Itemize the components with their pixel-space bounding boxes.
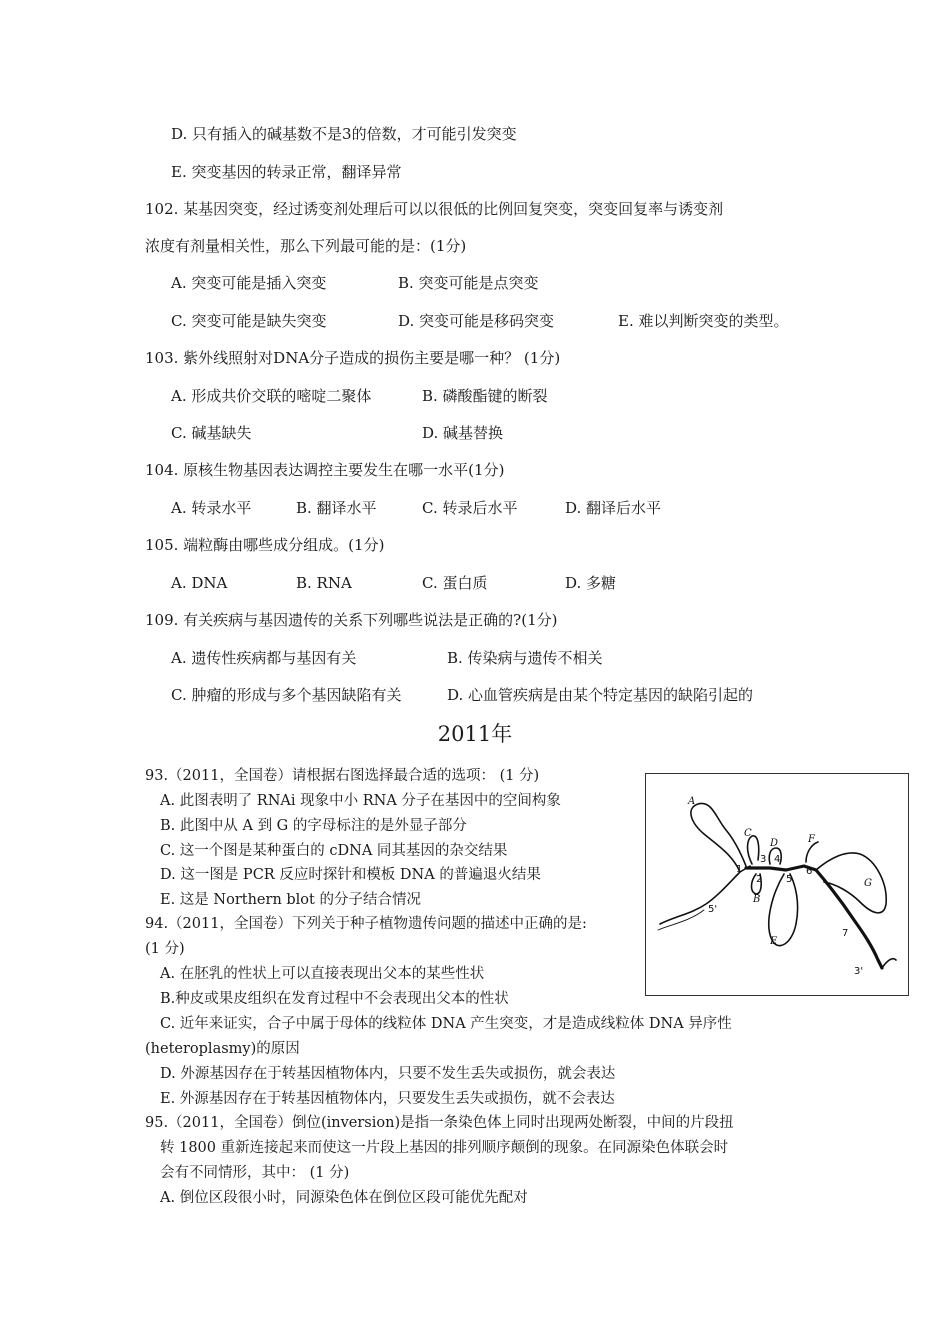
label-loop-b: B xyxy=(753,894,761,905)
q94-option-a: A. 在胚乳的性状上可以直接表现出父本的某些性状 xyxy=(160,966,485,982)
q93-option-d: D. 这一图是 PCR 反应时探针和模板 DNA 的普遍退火结果 xyxy=(160,867,541,883)
q109-option-a: A. 遗传性疾病都与基因有关 xyxy=(171,649,357,667)
year-heading: 2011年 xyxy=(437,722,513,746)
q93-option-b: B. 此图中从 A 到 G 的字母标注的是外显子部分 xyxy=(160,818,467,834)
q95-stem-line2: 转 1800 重新连接起来而使这一片段上基因的排列顺序颠倒的现象。在同源染色体联会时 xyxy=(160,1140,729,1156)
hybrid-backbone xyxy=(746,866,882,968)
label-loop-a: A xyxy=(688,796,696,807)
label-loop-g: G xyxy=(864,878,872,889)
label-seg-4: 4 xyxy=(774,854,781,865)
label-seg-6: 6 xyxy=(806,866,813,877)
q102-option-d: D. 突变可能是移码突变 xyxy=(398,312,555,330)
q103-option-a: A. 形成共价交联的嘧啶二聚体 xyxy=(171,387,372,405)
q95-option-a: A. 倒位区段很小时，同源染色体在倒位区段可能优先配对 xyxy=(160,1190,528,1206)
q94-stem-line1: 94.（2011，全国卷）下列关于种子植物遗传问题的描述中正确的是: xyxy=(145,916,587,932)
q94-option-c-line1: C. 近年来证实，合子中属于母体的线粒体 DNA 产生突变，才是造成线粒体 DNA 异序性 xyxy=(160,1016,732,1032)
q101-option-e: E. 突变基因的转录正常，翻译异常 xyxy=(171,163,402,181)
q102-option-b: B. 突变可能是点突变 xyxy=(398,274,539,292)
q93-option-a: A. 此图表明了 RNAi 现象中小 RNA 分子在基因中的空间构象 xyxy=(160,793,561,809)
q94-option-d: D. 外源基因存在于转基因植物体内，只要不发生丢失或损伤，就会表达 xyxy=(160,1066,616,1082)
loop-e xyxy=(769,874,798,946)
q109-option-d: D. 心血管疾病是由某个特定基因的缺陷引起的 xyxy=(447,686,754,704)
loop-a xyxy=(691,803,746,872)
q103-option-b: B. 磷酸酯键的断裂 xyxy=(422,387,548,405)
label-loop-c: C xyxy=(744,828,752,839)
label-seg-7: 7 xyxy=(842,928,849,939)
q105-option-b: B. RNA xyxy=(296,574,352,592)
q104-option-c: C. 转录后水平 xyxy=(422,499,518,517)
q95-stem-line1: 95.（2011，全国卷）倒位(inversion)是指一条染色体上同时出现两处断裂，中间的片段扭 xyxy=(145,1115,734,1131)
q104-option-d: D. 翻译后水平 xyxy=(565,499,662,517)
q94-option-b: B.种皮或果皮组织在发育过程中不会表现出父本的性状 xyxy=(160,991,509,1007)
q105-option-d: D. 多糖 xyxy=(565,574,617,592)
label-3prime: 3' xyxy=(854,966,864,977)
q93-option-e: E. 这是 Northern blot 的分子结合情况 xyxy=(160,892,421,908)
q109-option-b: B. 传染病与遗传不相关 xyxy=(447,649,603,667)
q109-option-c: C. 肿瘤的形成与多个基因缺陷有关 xyxy=(171,686,402,704)
q94-option-c-line2: (heteroplasmy)的原因 xyxy=(145,1041,300,1057)
q101-option-d: D. 只有插入的碱基数不是3的倍数，才可能引发突变 xyxy=(171,125,517,143)
q93-option-c: C. 这一个图是某种蛋白的 cDNA 同其基因的杂交结果 xyxy=(160,843,508,859)
q104-stem: 104. 原核生物基因表达调控主要发生在哪一水平(1分) xyxy=(145,461,505,479)
q103-option-c: C. 碱基缺失 xyxy=(171,424,252,442)
q102-stem-line1: 102. 某基因突变，经过诱变剂处理后可以以很低的比例回复突变，突变回复率与诱变剂 xyxy=(145,200,724,218)
q93-stem: 93.（2011，全国卷）请根据右图选择最合适的选项： (1 分) xyxy=(145,768,540,784)
q103-option-d: D. 碱基替换 xyxy=(422,424,504,442)
label-seg-3: 3 xyxy=(760,854,767,865)
q102-option-e: E. 难以判断突变的类型。 xyxy=(618,312,789,330)
q104-option-b: B. 翻译水平 xyxy=(296,499,377,517)
label-loop-d: D xyxy=(770,838,779,849)
label-loop-f: F xyxy=(808,834,815,845)
loop-f xyxy=(806,842,818,862)
label-seg-2: 2 xyxy=(756,874,763,885)
q105-option-c: C. 蛋白质 xyxy=(422,574,488,592)
q102-option-c: C. 突变可能是缺失突变 xyxy=(171,312,327,330)
q94-option-e: E. 外源基因存在于转基因植物体内，只要发生丢失或损伤，就不会表达 xyxy=(160,1091,615,1107)
rloop-diagram xyxy=(646,774,908,995)
label-seg-5: 5 xyxy=(786,874,793,885)
q95-stem-line3: 会有不同情形，其中： (1 分) xyxy=(160,1165,350,1181)
label-5prime: 5' xyxy=(708,904,718,915)
q104-option-a: A. 转录水平 xyxy=(171,499,252,517)
q105-option-a: A. DNA xyxy=(171,574,228,592)
q102-option-a: A. 突变可能是插入突变 xyxy=(171,274,327,292)
rloop-hybridization-figure xyxy=(645,773,909,996)
loop-c xyxy=(748,836,759,864)
label-seg-1: 1 xyxy=(736,864,743,875)
q105-stem: 105. 端粒酶由哪些成分组成。(1分) xyxy=(145,536,385,554)
q109-stem: 109. 有关疾病与基因遗传的关系下列哪些说法是正确的?(1分) xyxy=(145,611,558,629)
q102-stem-line2: 浓度有剂量相关性，那么下列最可能的是：(1分) xyxy=(145,237,467,255)
label-loop-e: E xyxy=(770,936,778,947)
q103-stem: 103. 紫外线照射对DNA分子造成的损伤主要是哪一种？ (1分) xyxy=(145,349,561,367)
q94-stem-line2: (1 分) xyxy=(145,941,185,957)
